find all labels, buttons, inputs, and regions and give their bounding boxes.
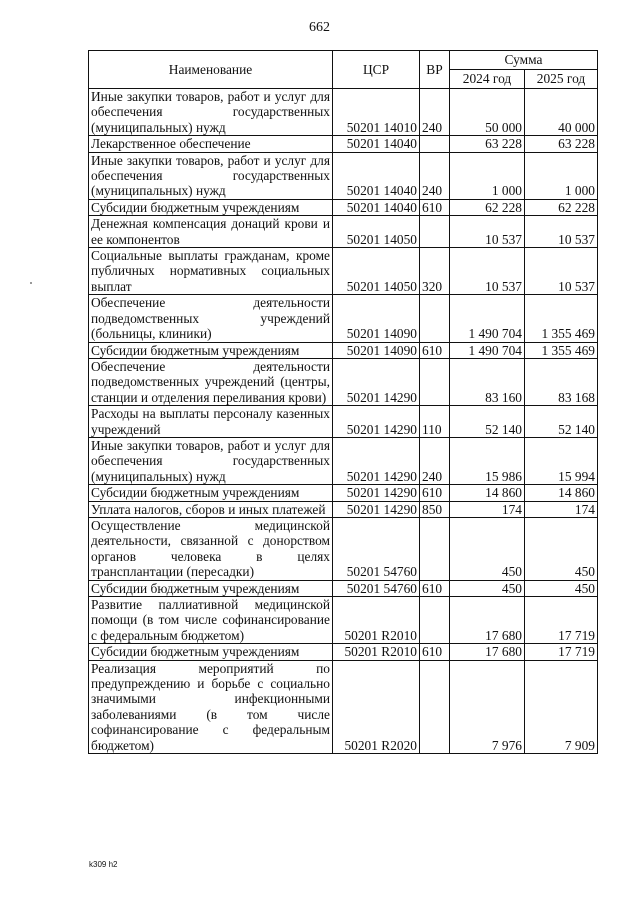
row-sum-2025-cell: 1 000 (525, 152, 598, 199)
row-sum-2024-cell: 17 680 (450, 597, 525, 644)
row-sum-2024-cell: 450 (450, 580, 525, 596)
row-csr-cell: 50201 14290 (333, 358, 420, 405)
row-csr-cell: 50201 14040 (333, 199, 420, 215)
row-vr-cell: 240 (420, 437, 450, 484)
table-row (89, 485, 598, 501)
row-vr-cell (420, 216, 450, 248)
table-row (89, 437, 598, 484)
table-row (89, 152, 598, 199)
row-vr-cell (420, 660, 450, 753)
column-header-year-2025: 2025 год (525, 70, 598, 89)
row-vr-cell: 320 (420, 248, 450, 295)
row-vr-cell (420, 136, 450, 152)
table-row (89, 644, 598, 660)
row-vr-cell: 240 (420, 89, 450, 136)
row-name-cell: Иные закупки товаров, работ и услуг для обеспечения государственных (муниципальных) нужд (89, 437, 333, 484)
row-sum-2025-cell: 10 537 (525, 216, 598, 248)
table-row (89, 406, 598, 438)
row-csr-cell: 50201 14050 (333, 216, 420, 248)
column-header-vr: ВР (420, 51, 450, 89)
row-csr-cell: 50201 R2020 (333, 660, 420, 753)
row-name-cell: Обеспечение деятельности подведомственных учреждений (центры, станции и отделения переливания крови) (89, 358, 333, 405)
row-sum-2025-cell: 15 994 (525, 437, 598, 484)
row-sum-2024-cell: 15 986 (450, 437, 525, 484)
table-row (89, 580, 598, 596)
row-sum-2025-cell: 450 (525, 517, 598, 580)
row-vr-cell (420, 295, 450, 342)
row-sum-2025-cell: 52 140 (525, 406, 598, 438)
row-sum-2024-cell: 14 860 (450, 485, 525, 501)
table-header (89, 51, 598, 89)
row-name-cell: Социальные выплаты гражданам, кроме публичных нормативных социальных выплат (89, 248, 333, 295)
row-vr-cell (420, 517, 450, 580)
table-row (89, 295, 598, 342)
row-csr-cell: 50201 54760 (333, 517, 420, 580)
row-sum-2024-cell: 17 680 (450, 644, 525, 660)
row-name-cell: Уплата налогов, сборов и иных платежей (89, 501, 333, 517)
row-sum-2025-cell: 174 (525, 501, 598, 517)
column-header-csr: ЦСР (333, 51, 420, 89)
row-sum-2024-cell: 83 160 (450, 358, 525, 405)
row-csr-cell: 50201 14050 (333, 248, 420, 295)
row-name-cell: Субсидии бюджетным учреждениям (89, 199, 333, 215)
table-row (89, 136, 598, 152)
row-name-cell: Обеспечение деятельности подведомственных учреждений (больницы, клиники) (89, 295, 333, 342)
row-sum-2025-cell: 10 537 (525, 248, 598, 295)
row-csr-cell: 50201 54760 (333, 580, 420, 596)
row-csr-cell: 50201 14290 (333, 437, 420, 484)
row-name-cell: Иные закупки товаров, работ и услуг для обеспечения государственных (муниципальных) нужд (89, 152, 333, 199)
row-csr-cell: 50201 R2010 (333, 644, 420, 660)
table-row (89, 597, 598, 644)
row-name-cell: Реализация мероприятий по предупреждению и борьбе с социально значимыми инфекционными заболеваниями (в том числе софинансирование с федеральным бюджетом) (89, 660, 333, 753)
row-name-cell: Лекарственное обеспечение (89, 136, 333, 152)
row-sum-2025-cell: 40 000 (525, 89, 598, 136)
row-name-cell: Субсидии бюджетным учреждениям (89, 342, 333, 358)
column-header-sum: Сумма (450, 51, 598, 70)
row-sum-2024-cell: 62 228 (450, 199, 525, 215)
table-row (89, 216, 598, 248)
row-sum-2024-cell: 50 000 (450, 89, 525, 136)
row-sum-2024-cell: 174 (450, 501, 525, 517)
row-sum-2025-cell: 62 228 (525, 199, 598, 215)
row-name-cell: Развитие паллиативной медицинской помощи (в том числе софинансирование с федеральным бюджетом) (89, 597, 333, 644)
row-vr-cell: 610 (420, 199, 450, 215)
footer-code: k309 h2 (89, 860, 118, 869)
row-vr-cell: 610 (420, 644, 450, 660)
table-row (89, 199, 598, 215)
row-vr-cell: 850 (420, 501, 450, 517)
row-name-cell: Субсидии бюджетным учреждениям (89, 644, 333, 660)
row-sum-2025-cell: 1 355 469 (525, 342, 598, 358)
row-vr-cell: 240 (420, 152, 450, 199)
row-vr-cell (420, 358, 450, 405)
row-sum-2025-cell: 450 (525, 580, 598, 596)
row-csr-cell: 50201 14290 (333, 485, 420, 501)
row-csr-cell: 50201 14090 (333, 342, 420, 358)
row-sum-2024-cell: 63 228 (450, 136, 525, 152)
table-body (89, 89, 598, 754)
row-name-cell: Денежная компенсация донаций крови и ее компонентов (89, 216, 333, 248)
table-row (89, 501, 598, 517)
row-csr-cell: 50201 14290 (333, 406, 420, 438)
row-sum-2024-cell: 450 (450, 517, 525, 580)
table-row (89, 248, 598, 295)
row-sum-2025-cell: 17 719 (525, 597, 598, 644)
row-sum-2025-cell: 14 860 (525, 485, 598, 501)
table-row (89, 358, 598, 405)
row-csr-cell: 50201 14040 (333, 152, 420, 199)
row-name-cell: Иные закупки товаров, работ и услуг для обеспечения государственных (муниципальных) нужд (89, 89, 333, 136)
row-name-cell: Субсидии бюджетным учреждениям (89, 485, 333, 501)
row-name-cell: Осуществление медицинской деятельности, связанной с донорством органов человека в целях трансплантации (пересадки) (89, 517, 333, 580)
row-sum-2025-cell: 83 168 (525, 358, 598, 405)
row-sum-2025-cell: 63 228 (525, 136, 598, 152)
table-row (89, 89, 598, 136)
row-csr-cell: 50201 14040 (333, 136, 420, 152)
row-sum-2024-cell: 1 490 704 (450, 295, 525, 342)
column-header-year-2024: 2024 год (450, 70, 525, 89)
column-header-name: Наименование (89, 51, 333, 89)
page-number: 662 (309, 20, 330, 35)
table-row (89, 517, 598, 580)
row-csr-cell: 50201 14090 (333, 295, 420, 342)
budget-table (88, 50, 598, 754)
row-sum-2024-cell: 1 000 (450, 152, 525, 199)
table-row (89, 660, 598, 753)
row-sum-2025-cell: 17 719 (525, 644, 598, 660)
row-sum-2024-cell: 7 976 (450, 660, 525, 753)
row-name-cell: Расходы на выплаты персоналу казенных учреждений (89, 406, 333, 438)
row-vr-cell: 610 (420, 342, 450, 358)
row-vr-cell: 610 (420, 485, 450, 501)
row-name-cell: Субсидии бюджетным учреждениям (89, 580, 333, 596)
row-csr-cell: 50201 14290 (333, 501, 420, 517)
row-sum-2025-cell: 1 355 469 (525, 295, 598, 342)
scan-speck (30, 282, 32, 284)
table-row (89, 342, 598, 358)
row-vr-cell: 110 (420, 406, 450, 438)
row-csr-cell: 50201 R2010 (333, 597, 420, 644)
row-sum-2024-cell: 10 537 (450, 216, 525, 248)
row-sum-2024-cell: 10 537 (450, 248, 525, 295)
row-sum-2024-cell: 52 140 (450, 406, 525, 438)
row-vr-cell: 610 (420, 580, 450, 596)
row-sum-2024-cell: 1 490 704 (450, 342, 525, 358)
row-sum-2025-cell: 7 909 (525, 660, 598, 753)
row-vr-cell (420, 597, 450, 644)
row-csr-cell: 50201 14010 (333, 89, 420, 136)
